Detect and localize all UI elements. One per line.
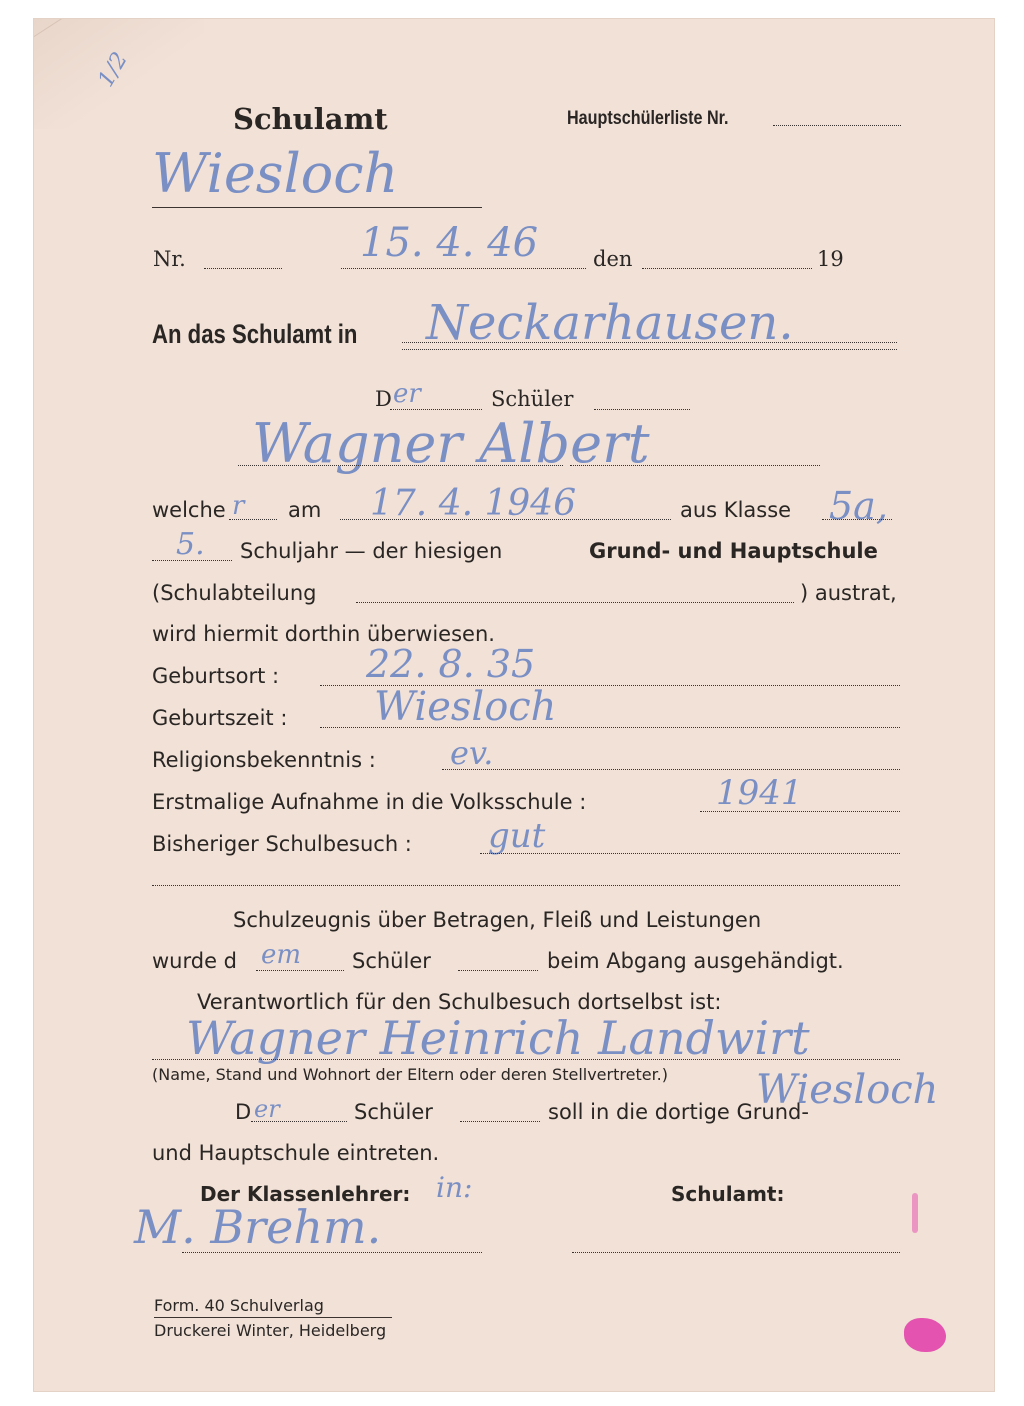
aufnahme-handwritten: 1941 bbox=[716, 773, 803, 813]
school-town-handwritten: Wiesloch bbox=[152, 142, 399, 205]
destination-line-2 bbox=[402, 349, 897, 350]
footer-underline bbox=[154, 1317, 392, 1318]
eintreten-line-2: und Hauptschule eintreten. bbox=[152, 1141, 440, 1165]
aufnahme-line bbox=[700, 811, 900, 812]
zeugnis-line-2-end: beim Abgang ausgehändigt. bbox=[547, 949, 844, 973]
guardian-town-handwritten: Wiesloch bbox=[756, 1067, 939, 1113]
der-prefix: D bbox=[375, 387, 392, 411]
corner-note: 1/2 bbox=[93, 48, 133, 92]
religion-handwritten: ev. bbox=[450, 734, 494, 772]
der-suffix-line bbox=[390, 409, 482, 410]
nr-line bbox=[204, 268, 282, 269]
year-prefix: 19 bbox=[817, 247, 844, 271]
schueler-label: Schüler bbox=[491, 387, 574, 411]
aus-klasse-label: aus Klasse bbox=[680, 498, 792, 522]
footer-printer: Druckerei Winter, Heidelberg bbox=[154, 1321, 387, 1340]
header-list-number-label: Hauptschülerliste Nr. bbox=[567, 108, 729, 129]
school-town-line bbox=[152, 207, 482, 208]
geburtszeit-label: Geburtszeit : bbox=[152, 706, 288, 730]
der-suffix-handwritten: er bbox=[393, 379, 421, 409]
zeugnis-line-2-start: wurde d bbox=[152, 949, 238, 973]
verantwortlich-text: Verantwortlich für den Schulbesuch dortselbst ist: bbox=[197, 990, 722, 1014]
list-number-line bbox=[773, 125, 901, 126]
schulabteilung-label: (Schulabteilung bbox=[152, 581, 317, 605]
schueler-line bbox=[594, 409, 690, 410]
teacher-signature: M. Brehm. bbox=[134, 1200, 382, 1254]
destination-handwritten: Neckarhausen. bbox=[426, 295, 794, 351]
schulabteilung-line bbox=[356, 602, 794, 603]
zeugnis-line-1: Schulzeugnis über Betragen, Fleiß und Leistungen bbox=[233, 908, 762, 932]
school-transfer-form bbox=[33, 18, 995, 1392]
date-line bbox=[341, 268, 586, 269]
destination-line bbox=[402, 342, 897, 343]
schulbesuch-handwritten: gut bbox=[488, 816, 546, 856]
eintreten-suffix-handwritten: er bbox=[254, 1095, 280, 1123]
am-label: am bbox=[288, 498, 322, 522]
pink-stroke-mark bbox=[912, 1193, 918, 1233]
geburtsort-label: Geburtsort : bbox=[152, 664, 280, 688]
den-label: den bbox=[593, 247, 633, 271]
student-name-handwritten: Wagner Albert bbox=[252, 412, 650, 475]
dem-suffix-handwritten: em bbox=[261, 940, 302, 970]
guardian-handwritten: Wagner Heinrich Landwirt bbox=[186, 1011, 810, 1065]
schulbesuch-label: Bisheriger Schulbesuch : bbox=[152, 832, 412, 856]
den-line bbox=[642, 268, 812, 269]
klassenlehrer-label: Der Klassenlehrer: bbox=[200, 1182, 411, 1206]
leave-date-handwritten: 17. 4. 1946 bbox=[370, 483, 577, 524]
zeugnis-schueler-line bbox=[458, 970, 538, 971]
geburtszeit-handwritten: Wiesloch bbox=[374, 684, 557, 730]
dem-suffix-line bbox=[256, 970, 344, 971]
eintreten-der-prefix: D bbox=[235, 1100, 252, 1124]
welche-suffix-line bbox=[229, 519, 277, 520]
austrat-text: ) austrat, bbox=[800, 581, 897, 605]
religion-line bbox=[442, 769, 900, 770]
extra-line bbox=[152, 885, 900, 886]
geburtsort-handwritten: 22. 8. 35 bbox=[366, 642, 536, 686]
ueberwiesen-text: wird hiermit dorthin überwiesen. bbox=[152, 622, 495, 646]
footer-form-number: Form. 40 Schulverlag bbox=[154, 1296, 324, 1315]
zeugnis-line-2-schueler: Schüler bbox=[352, 949, 431, 973]
klasse-handwritten: 5a, bbox=[829, 484, 888, 528]
header-schulamt: Schulamt bbox=[233, 102, 388, 136]
student-name-line-b bbox=[570, 465, 820, 466]
klasse-line bbox=[822, 519, 892, 520]
school-type-bold: Grund- und Hauptschule bbox=[589, 539, 878, 563]
schuljahr-text: Schuljahr — der hiesigen bbox=[240, 539, 503, 563]
date-handwritten: 15. 4. 46 bbox=[360, 220, 539, 266]
religion-label: Religionsbekenntnis : bbox=[152, 748, 376, 772]
teacher-signature-line bbox=[182, 1252, 482, 1253]
eintreten-text: soll in die dortige Grund- bbox=[548, 1100, 809, 1124]
schuljahr-line bbox=[152, 560, 232, 561]
guardian-line bbox=[152, 1059, 900, 1060]
schulbesuch-line bbox=[480, 853, 900, 854]
eintreten-schueler: Schüler bbox=[354, 1100, 433, 1124]
eltern-caption: (Name, Stand und Wohnort der Eltern oder deren Stellvertreter.) bbox=[152, 1065, 668, 1084]
schulamt-signature-label: Schulamt: bbox=[671, 1182, 785, 1206]
in-suffix-handwritten: in: bbox=[436, 1171, 473, 1204]
pink-stamp-mark bbox=[904, 1318, 946, 1352]
geburtszeit-line bbox=[320, 727, 900, 728]
welche-suffix-handwritten: r bbox=[232, 491, 245, 521]
welche-label: welche bbox=[152, 498, 226, 522]
nr-label: Nr. bbox=[153, 247, 186, 271]
aufnahme-label: Erstmalige Aufnahme in die Volksschule : bbox=[152, 790, 587, 814]
leave-date-line bbox=[340, 519, 671, 520]
schulamt-signature-line bbox=[572, 1252, 900, 1253]
eintreten-schueler-line bbox=[460, 1121, 540, 1122]
schuljahr-handwritten: 5. bbox=[176, 527, 205, 562]
addressed-label: An das Schulamt in bbox=[152, 319, 358, 349]
eintreten-suffix-line bbox=[251, 1121, 347, 1122]
student-name-line-a bbox=[238, 465, 563, 466]
